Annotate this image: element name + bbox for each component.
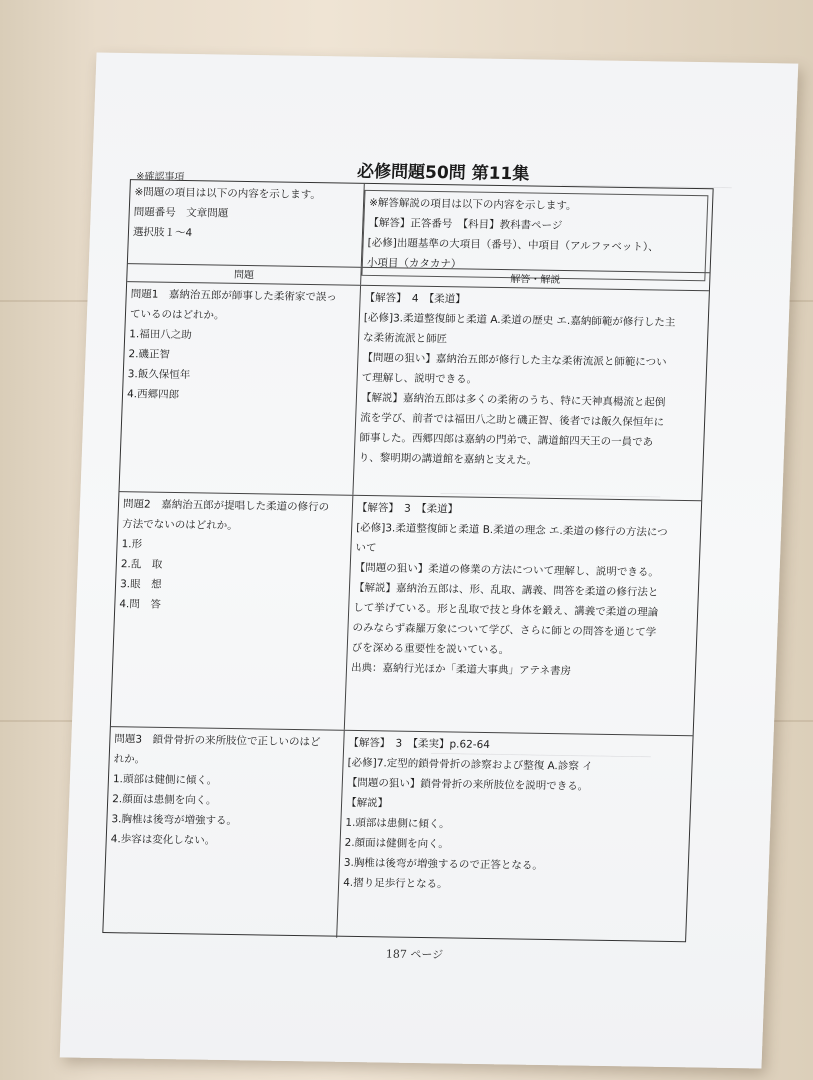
choice: 2.顔面は患側を向く。	[111, 793, 217, 807]
question-cell	[120, 282, 362, 495]
question-text: 問題2 嘉納治五郎が提唱した柔道の修行の	[122, 498, 330, 514]
choice: 2.磯正智	[128, 348, 171, 361]
legend-line: ※問題の項目は以下の内容を示します。	[134, 186, 322, 202]
choice: 1.福田八之助	[129, 328, 192, 342]
legend-line: [必修]出題基準の大項目（番号）、中項目（アルファベット）、	[367, 236, 659, 254]
answer-line: 【解答】 4 【柔道】	[364, 291, 466, 306]
question-text: 方法でないのはどれか。	[122, 518, 238, 532]
page-title: 必修問題50問 第11集	[356, 161, 530, 185]
answer-line: いて	[355, 541, 377, 555]
legend-line: 小項目（カタカナ）	[366, 256, 462, 271]
question-text: 問題3 鎖骨骨折の来所肢位で正しいのはど	[114, 733, 321, 749]
legend-line: 選択肢１～4	[132, 226, 193, 240]
answer-line: て理解し、説明できる。	[361, 371, 478, 386]
legend-question-cell	[128, 180, 365, 267]
legend-line: 【解答】正答番号 【科目】教科書ページ	[368, 216, 563, 232]
answer-line: 【解答】 3 【柔実】p.62-64	[348, 736, 491, 752]
question-row-3	[103, 727, 692, 943]
choice: 3.眼 想	[119, 578, 162, 591]
question-text: れか。	[113, 753, 146, 766]
choice: 2.乱 取	[120, 558, 163, 571]
answer-line: な柔術流派と師匠	[362, 331, 448, 346]
question-row-1	[119, 282, 708, 501]
answer-cell	[337, 731, 692, 943]
answer-cell	[353, 286, 709, 500]
question-row-2	[111, 492, 701, 736]
answer-line: [必修]3.柔道整復師と柔道 A.柔道の歴史 エ.嘉納師範が修行した主	[363, 311, 676, 329]
answer-cell	[345, 496, 701, 735]
choice: 1.形	[121, 538, 143, 551]
header-question: 問題	[127, 264, 362, 285]
confirm-label: ※確認事項	[135, 171, 185, 183]
answer-line: のみならず森羅万象について学び、さらに師との問答を通じて学	[352, 621, 657, 639]
answer-line: 3.胸椎は後弯が増強するので正答となる。	[343, 856, 544, 872]
answer-line: 2.顔面は健側を向く。	[344, 836, 450, 851]
answer-line: びを深める重要性を説いている。	[351, 641, 510, 657]
header-answer: 解答・解説	[510, 274, 561, 286]
answer-line: [必修]3.柔道整復師と柔道 B.柔道の理念 エ.柔道の修行の方法につ	[355, 521, 668, 539]
choice: 4.西郷四郎	[126, 388, 180, 401]
answer-line: 4.摺り足歩行となる。	[342, 876, 448, 891]
answer-line: して挙げている。形と乱取で技と身体を鍛え、講義で柔道の理論	[353, 601, 659, 619]
question-cell	[111, 492, 353, 730]
answer-line: り、黎明期の講道館を嘉納と支えた。	[358, 451, 538, 467]
legend-line: ※解答解説の項目は以下の内容を示します。	[368, 196, 577, 213]
answer-line: 【解答】 3 【柔道】	[356, 501, 459, 516]
answer-line: 【問題の狙い】柔道の修業の方法について理解し、説明できる。	[354, 561, 660, 579]
answer-line: 出典：嘉納行光ほか「柔道大事典」アテネ書房	[350, 661, 572, 678]
answer-line: 【問題の狙い】嘉納治五郎が修行した主な柔術流派と師範につい	[362, 351, 667, 369]
choice: 3.胸椎は後弯が増強する。	[111, 813, 238, 828]
answer-line: 1.頭部は患側に傾く。	[345, 816, 450, 831]
choice: 4.問 答	[119, 598, 162, 611]
legend-line: 問題番号 文章問題	[133, 206, 229, 220]
answer-line: 【解説】嘉納治五郎は多くの柔術のうち、特に天神真楊流と起倒	[360, 391, 666, 409]
answer-line: 【解説】	[345, 796, 389, 810]
document-page: ――――――――――――――――― ―――――――――――――――――――――― ―――――――――――――――――――――― 必修問題50問 第11集 ※確認事項 ※問題の項目は以下の内容を示します。 問題番号 文章問題 選択肢１～4 ※解答解説の項目は以下の内容を示します。 【解答】正答番号 【科目】教科書ページ [必修]出題基準の大項目（番号）、中項目（アルファベット）、 小項目（カタカナ） 問題 解答・解説 問題1 嘉納治五郎が師事した柔術家で誤っ ているのはどれか。 1.福田八之助 2.磯正智 3.飯久保恒年 4.西郷四郎 【解答】 4 【柔道】 [必修]3.柔道整復師と柔道 A.柔道の歴史 エ.嘉納師範が修行した主 な柔術流派と師匠 【問題の狙い】嘉納治五郎が修行した主な柔術流派と師範につい て理解し、説明できる。 【解説】嘉納治五郎は多くの柔術のうち、特に天神真楊流と起倒 流を学び、前者では福田八之助と磯正智、後者では飯久保恒年に 師事した。西郷四郎は嘉納の門弟で、講道館四天王の一員であ り、黎明期の講道館を嘉納と支えた。 問題2 嘉納治五郎が提唱した柔道の修行の 方法でないのはどれか。 1.形 2.乱 取 3.眼 想 4.問 答 【解答】 3 【柔道】 [必修]3.柔道整復師と柔道 B.柔道の理念 エ.柔道の修行の方法につ いて 【問題の狙い】柔道の修業の方法について理解し、説明できる。 【解説】嘉納治五郎は、形、乱取、講義、問答を柔道の修行法と して挙げている。形と乱取で技と身体を鍛え、講義で柔道の理論 のみならず森羅万象について学び、さらに師との問答を通じて学 びを深める重要性を説いている。 出典：嘉納行光ほか「柔道大事典」アテネ書房 問題3 鎖骨骨折の来所肢位で正しいのはど れか。 1.頭部は健側に傾く。 2.顔面は患側を向く。 3.胸椎は後弯が増強する。 4.歩容は変化しない。 【解答】 3 【柔実】p.62-64 [必修]7.定型的鎖骨骨折の診察および整復 A.診察 イ 【問題の狙い】鎖骨骨折の来所肢位を説明できる。 【解説】 1.頭部は患側に傾く。 2.顔面は健側を向く。 3.胸椎は後弯が増強するので正答となる。 4.摺り足歩行となる。 187 ページ	[60, 53, 799, 1069]
choice: 1.頭部は健側に傾く。	[112, 773, 218, 787]
answer-line: 流を学び、前者では福田八之助と磯正智、後者では飯久保恒年に	[359, 411, 665, 429]
question-text: 問題1 嘉納治五郎が師事した柔術家で誤っ	[130, 288, 338, 304]
legend-answer-cell	[362, 184, 713, 272]
answer-line: 【解説】嘉納治五郎は、形、乱取、講義、問答を柔道の修行法と	[353, 581, 659, 599]
answer-line: 【問題の狙い】鎖骨骨折の来所肢位を説明できる。	[346, 776, 589, 793]
page-number: 187 ページ	[385, 947, 444, 962]
question-cell	[103, 727, 344, 938]
choice: 3.飯久保恒年	[127, 368, 191, 382]
legend-row	[128, 180, 713, 273]
choice: 4.歩容は変化しない。	[110, 833, 216, 847]
legend-box	[361, 190, 708, 281]
question-text: ているのはどれか。	[129, 308, 225, 322]
qa-table	[102, 179, 713, 942]
answer-line: [必修]7.定型的鎖骨骨折の診察および整復 A.診察 イ	[347, 756, 593, 773]
answer-line: 師事した。西郷四郎は嘉納の門弟で、講道館四天王の一員であ	[359, 431, 654, 449]
